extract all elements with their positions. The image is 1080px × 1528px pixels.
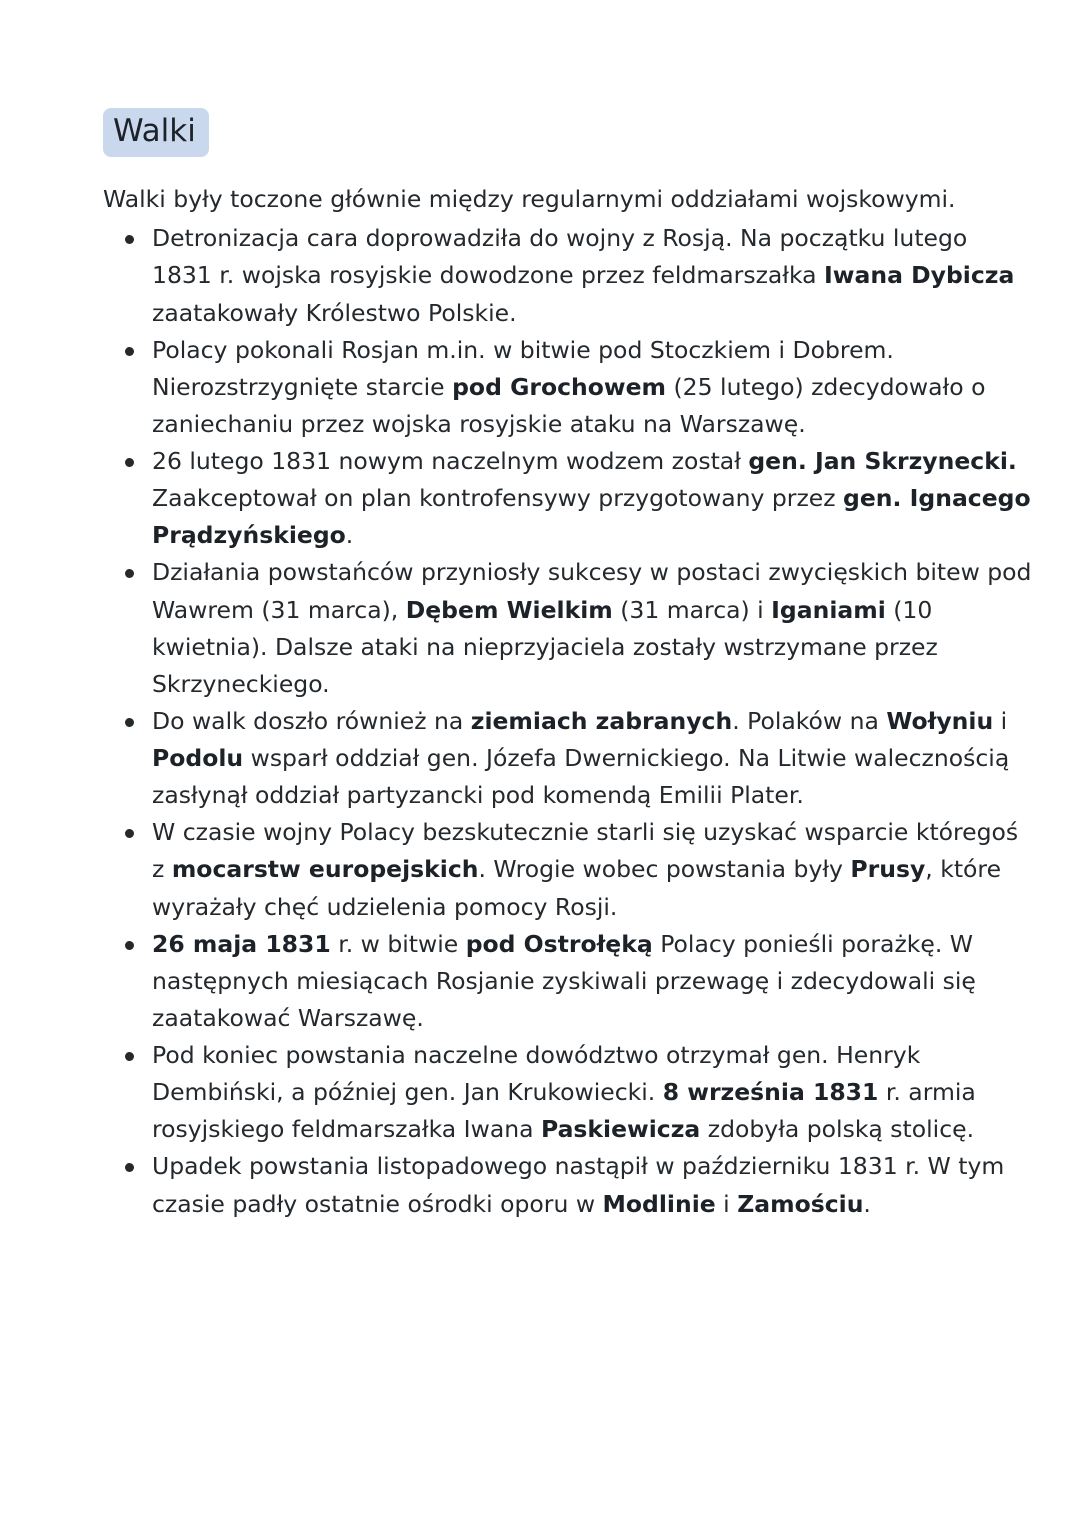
- bold-text-run: Prusy: [850, 855, 926, 884]
- text-run: 26 lutego 1831 nowym naczelnym wodzem został: [152, 447, 749, 476]
- list-item: [152, 1148, 1032, 1222]
- text-run: . Wrogie wobec powstania były: [478, 855, 851, 884]
- intro-paragraph: Walki były toczone głównie między regularnymi oddziałami wojskowymi.: [103, 185, 956, 214]
- text-run: (10 kwietnia). Dalsze ataki na nieprzyjaciela zostały wstrzymane przez Skrzyneckiego.: [152, 595, 938, 698]
- bold-text-run: gen. Ignacego Prądzyńskiego: [152, 484, 1031, 550]
- text-run: i: [993, 706, 1008, 735]
- list-item: [152, 554, 1032, 703]
- bold-text-run: ziemiach zabranych: [470, 706, 733, 735]
- text-run: Polacy ponieśli porażkę. W następnych miesiącach Rosjanie zyskiwali przewagę i zdecydowali się zaatakować Warszawę.: [152, 929, 976, 1032]
- text-run: wsparł oddział gen. Józefa Dwernickiego. Na Litwie walecznością zasłynął oddział partyzancki pod komendą Emilii Plater.: [152, 744, 1010, 810]
- text-run: r. w bitwie: [330, 929, 466, 958]
- text-run: Działania powstańców przyniosły sukcesy w postaci zwycięskich bitew pod Wawrem (31 marca),: [152, 558, 1032, 624]
- list-item: [152, 1037, 1032, 1148]
- text-run: r. armia rosyjskiego feldmarszałka Iwana: [152, 1078, 976, 1144]
- bold-text-run: Iwana Dybicza: [824, 261, 1015, 290]
- text-run: (31 marca) i: [612, 595, 772, 624]
- bold-text-run: gen. Jan Skrzynecki.: [748, 447, 1017, 476]
- bold-text-run: Modlinie: [602, 1189, 716, 1218]
- bold-text-run: Wołyniu: [886, 706, 994, 735]
- text-run: Detronizacja cara doprowadziła do wojny z Rosją. Na początku lutego 1831 r. wojska rosyjskie dowodzone przez feldmarszałka: [152, 224, 968, 290]
- bold-text-run: 8 września 1831: [662, 1078, 879, 1107]
- text-run: . Polaków na: [732, 706, 887, 735]
- text-run: (25 lutego) zdecydowało o zaniechaniu przez wojska rosyjskie ataku na Warszawę.: [152, 372, 986, 438]
- bold-text-run: pod Grochowem: [452, 372, 667, 401]
- list-item: [152, 814, 1032, 925]
- bold-text-run: 26 maja 1831: [152, 929, 331, 958]
- section-heading-container: [103, 108, 1032, 157]
- text-run: Zaakceptował on plan kontrofensywy przygotowany przez: [152, 484, 844, 513]
- text-run: i: [715, 1189, 738, 1218]
- list-item: [152, 220, 1032, 331]
- bullet-list: [103, 220, 1032, 1222]
- bold-text-run: pod Ostrołęką: [465, 929, 653, 958]
- bold-text-run: mocarstw europejskich: [171, 855, 479, 884]
- text-run: Pod koniec powstania naczelne dowództwo otrzymał gen. Henryk Dembiński, a później gen. Jan Krukowiecki.: [152, 1041, 921, 1107]
- text-run: Upadek powstania listopadowego nastąpił w październiku 1831 r. W tym czasie padły ostatnie ośrodki oporu w: [152, 1152, 1005, 1218]
- bold-text-run: Podolu: [152, 744, 244, 773]
- text-run: , które wyrażały chęć udzielenia pomocy Rosji.: [152, 855, 1002, 921]
- text-run: .: [863, 1189, 871, 1218]
- text-run: Do walk doszło również na: [152, 706, 471, 735]
- section-heading: Walki: [103, 108, 209, 157]
- list-item: [152, 703, 1032, 814]
- bold-text-run: Zamościu: [737, 1189, 864, 1218]
- list-item: [152, 926, 1032, 1037]
- text-run: zdobyła polską stolicę.: [700, 1115, 975, 1144]
- bold-text-run: Iganiami: [771, 595, 886, 624]
- text-run: .: [345, 521, 354, 550]
- text-run: zaatakowały Królestwo Polskie.: [152, 298, 517, 327]
- bold-text-run: Dębem Wielkim: [405, 595, 613, 624]
- list-item: [152, 443, 1032, 554]
- text-run: Polacy pokonali Rosjan m.in. w bitwie pod Stoczkiem i Dobrem. Nierozstrzygnięte starcie: [152, 335, 894, 401]
- text-run: W czasie wojny Polacy bezskutecznie starli się uzyskać wsparcie któregoś z: [152, 818, 1019, 884]
- bold-text-run: Paskiewicza: [540, 1115, 701, 1144]
- list-item: [152, 332, 1032, 443]
